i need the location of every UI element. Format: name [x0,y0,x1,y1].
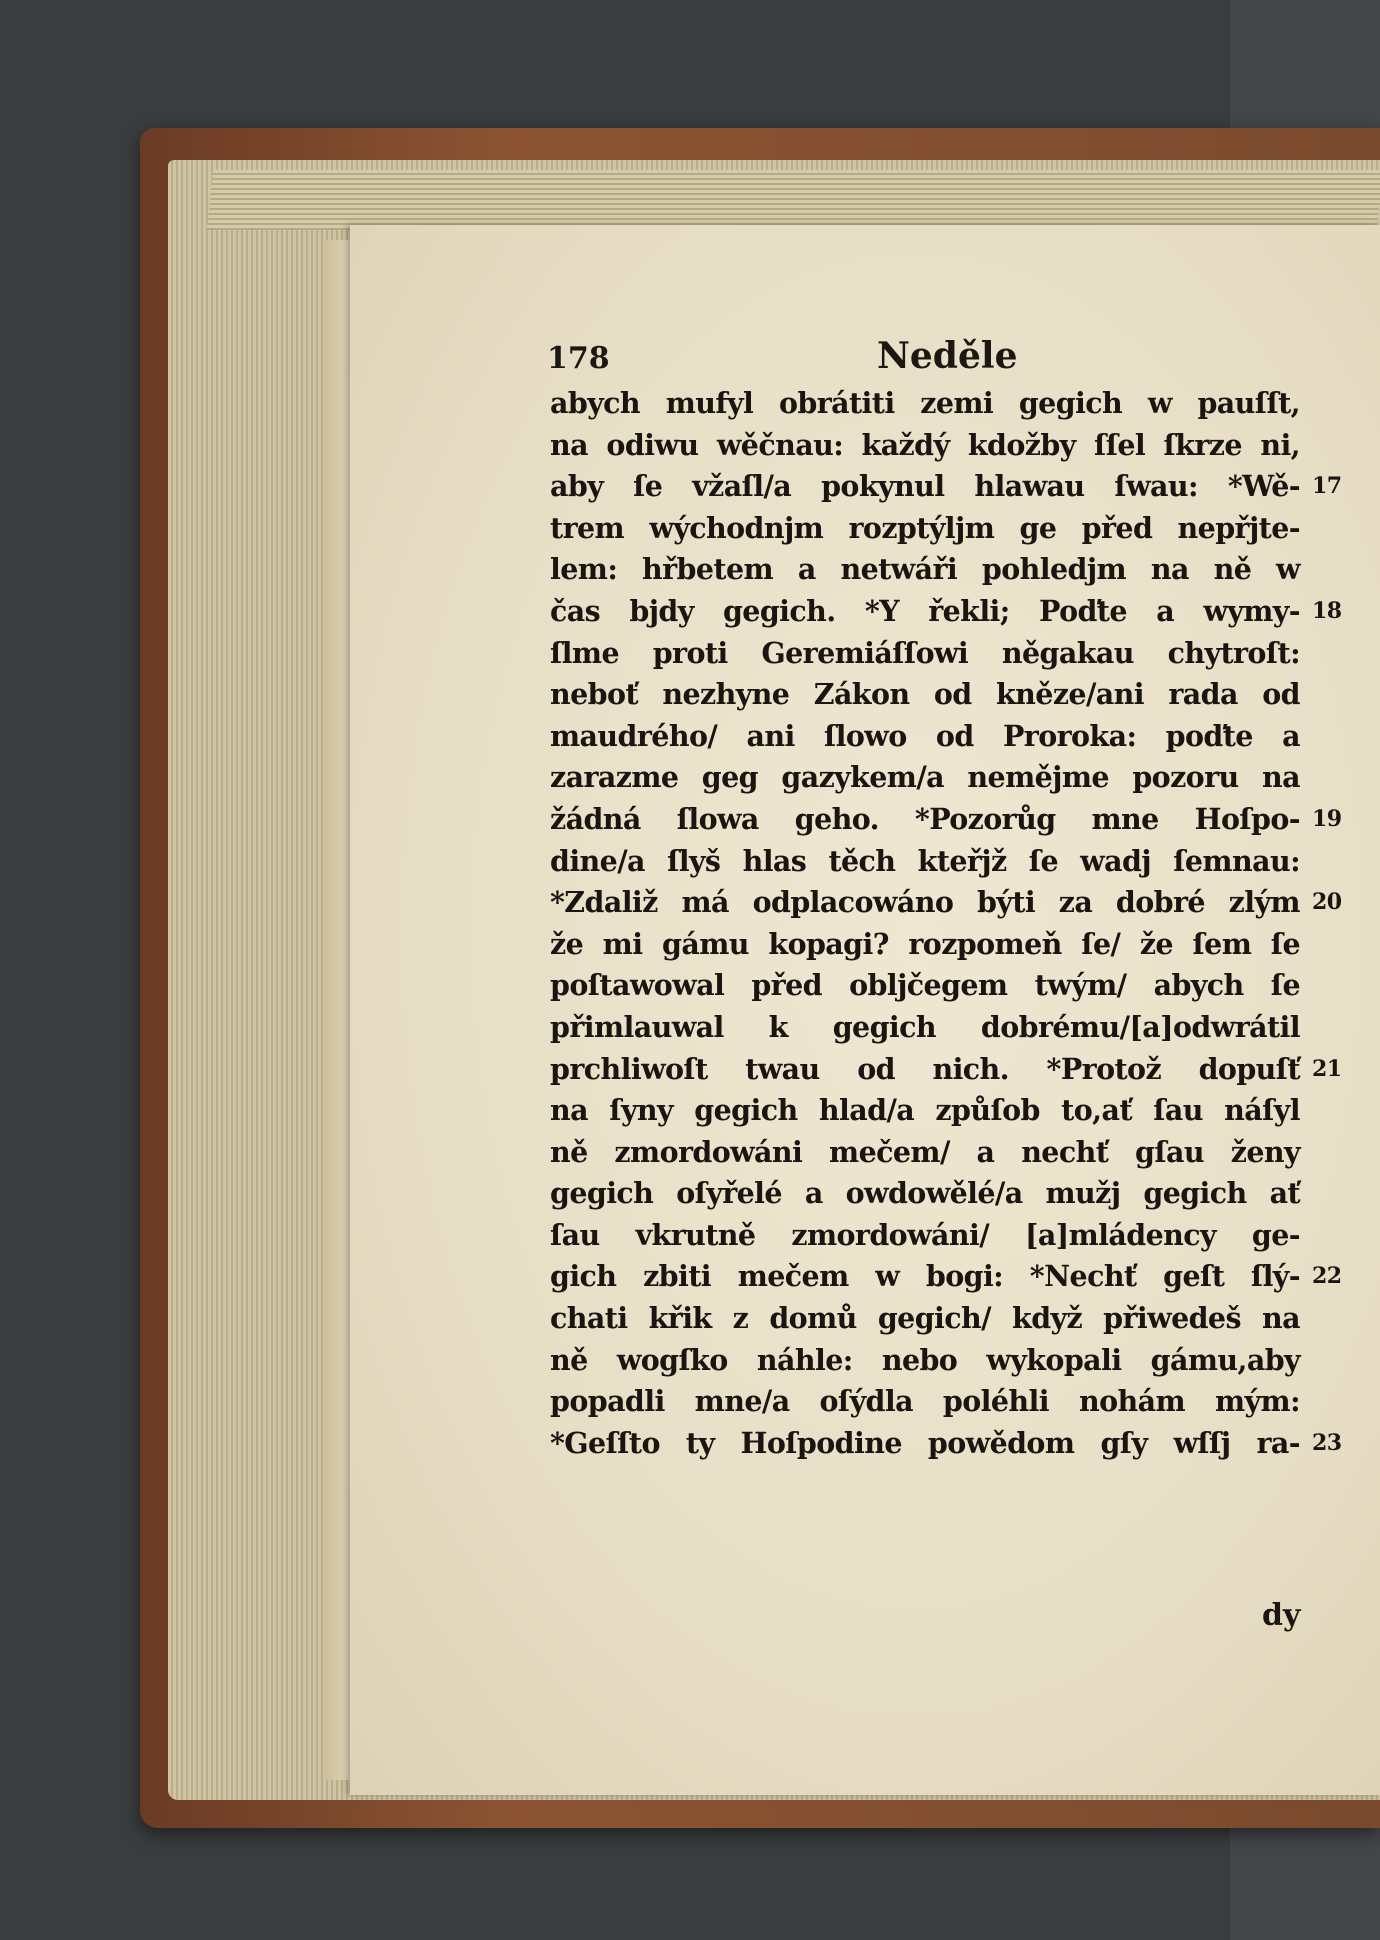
line-text: gegich oſyřelé a owdowělé/a mužj gegich ať [550,1176,1300,1211]
line-text: ſlme proti Geremiáſſowi něgakau chytroſt: [550,635,1300,670]
text-line [550,924,1330,966]
text-line [550,674,1330,716]
text-line [550,965,1330,1007]
text-block [550,383,1342,1464]
line-text: chati křik z domů gegich/ když přiwedeš na [550,1301,1300,1336]
text-line [550,1090,1330,1132]
line-text: gich zbiti mečem w bogi: *Nechť geſt ſlý- [550,1259,1300,1294]
page-stack-top [207,170,1380,230]
line-text: že mi gámu kopagi? rozpomeň ſe/ že ſem ſe [550,926,1300,961]
text-line [550,757,1330,799]
verse-number: 23 [1312,1429,1342,1456]
text-line [550,1132,1330,1174]
text-line [550,1173,1330,1215]
text-line [550,841,1330,883]
text-line [550,383,1330,425]
text-line [550,1423,1342,1465]
page-header [547,335,1267,385]
text-line [550,1381,1330,1423]
verse-number: 22 [1312,1263,1342,1290]
running-head: Neděle [877,335,1018,377]
line-text: zarazme geg gazykem/a nemějme pozoru na [550,760,1300,795]
text-line [550,591,1342,633]
line-text: abych mufyl obrátiti zemi gegich w pauſſt, [550,386,1300,420]
verse-number: 17 [1312,473,1342,500]
text-line [550,1256,1342,1298]
text-line [550,508,1330,550]
line-text: poſtawowal před obljčegem twým/ abych ſe [550,968,1300,1003]
text-line [550,716,1330,758]
verse-number: 19 [1312,805,1342,832]
line-text: *Geſſto ty Hoſpodine powědom gſy wſſj ra- [550,1425,1300,1460]
text-line [550,633,1330,675]
verse-number: 21 [1312,1055,1342,1082]
verse-number: 18 [1312,597,1342,624]
line-text: přimlauwal k gegich dobrému/[a]odwrátil [550,1009,1300,1044]
text-line [550,882,1342,924]
text-line [550,466,1342,508]
line-text: na odiwu wěčnau: každý kdožby ſſel ſkrze ni, [550,427,1300,462]
line-text: trem wýchodnjm rozptýljm ge před nepřjte- [550,510,1300,545]
text-line [550,1049,1342,1091]
line-text: ně zmordowáni mečem/ a nechť gſau ženy [550,1134,1300,1169]
line-text: ně wogſko náhle: nebo wykopali gámu,aby [550,1342,1300,1377]
text-line [550,1340,1330,1382]
line-text: žádná ſlowa geho. *Pozorůg mne Hoſpo- [550,801,1300,836]
line-text: aby ſe vžaſl/a pokynul hlawau ſwau: *Wě- [550,469,1300,504]
line-text: neboť nezhyne Zákon od kněze/ani rada od [550,677,1300,712]
text-line [550,1215,1330,1257]
line-text: *Zdaliž má odplacowáno býti za dobré zlým [550,885,1300,920]
line-text: popadli mne/a oſýdla poléhli nohám mým: [550,1384,1300,1419]
text-line [550,1007,1330,1049]
line-text: maudrého/ ani ſlowo od Proroka: poďte a [550,718,1300,753]
text-line [550,799,1342,841]
line-text: dine/a ſlyš hlas těch kteřjž ſe wadj ſemnau: [550,843,1300,878]
text-line [550,425,1330,467]
line-text: prchliwoſt twau od nich. *Protož dopuſť [550,1051,1300,1086]
text-line [550,1298,1330,1340]
line-text: ſau vkrutně zmordowáni/ [a]mládency ge- [550,1217,1300,1252]
line-text: na ſyny gegich hlad/a způſob to,ať ſau náſyl [550,1093,1300,1128]
line-text: čas bjdy gegich. *Y řekli; Poďte a wymy- [550,593,1300,628]
page-number: 178 [547,341,610,376]
line-text: lem: hřbetem a netwáři pohledjm na ně w [550,552,1300,587]
verse-number: 20 [1312,889,1342,916]
text-line [550,549,1330,591]
catchword: dy [1262,1598,1301,1633]
